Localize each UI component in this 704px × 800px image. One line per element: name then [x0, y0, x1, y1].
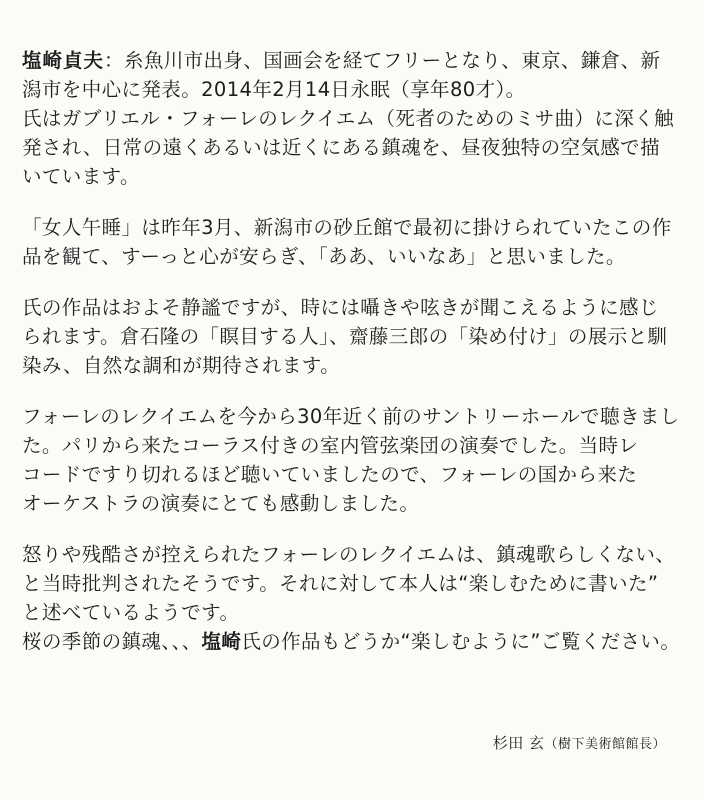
- paragraph-gap: [22, 380, 704, 402]
- para5-line-4: [22, 627, 704, 656]
- bio-line-1: [22, 46, 704, 75]
- para4-line-2: た。パリから来たコーラス付きの室内管弦楽団の演奏でした。当時レ: [22, 434, 639, 457]
- para5-line-3: と述べているようです。: [22, 601, 240, 624]
- signature-role: （樹下美術館館長）: [544, 737, 666, 752]
- para4-line-3: コードですり切れるほど聴いていましたので、フォーレの国から来た: [22, 463, 638, 486]
- para5-line-1: 怒りや残酷さが控えられたフォーレのレクイエムは、鎮魂歌らしくない、: [22, 543, 676, 566]
- para4-line-4: オーケストラの演奏にとても感動しました。: [22, 492, 420, 515]
- para2-line-2: 品を観て、すーっと心が安らぎ、「ああ、いいなあ」と思いました。: [22, 245, 626, 268]
- bio-line-1-text: ：糸魚川市出身、国画会を経てフリーとなり、東京、鎌倉、新: [104, 49, 661, 72]
- bio-line-3: 氏はガブリエル・フォーレのレクイエム（死者のためのミサ曲）に深く触: [22, 107, 675, 130]
- paragraph-gap: [22, 518, 704, 540]
- artist-surname: 塩崎: [201, 630, 242, 653]
- bio-line-5: いています。: [22, 165, 140, 188]
- artist-name: 塩崎貞夫: [22, 49, 105, 72]
- bio-line-2: 潟市を中心に発表。2014年2月14日永眠（享年80才）。: [22, 78, 526, 101]
- paragraph-gap: [22, 191, 704, 213]
- para2-line-1: 「女人午睡」は昨年3月、新潟市の砂丘館で最初に掛けられていたこの作: [22, 216, 672, 239]
- para3-line-3: 染み、自然な調和が期待されます。: [22, 354, 341, 377]
- para3-line-2: られます。倉石隆の「瞑目する人」、齋藤三郎の「染め付け」の展示と馴: [22, 325, 668, 348]
- bio-line-4: 発され、日常の遠くあるいは近くにある鎮魂を、昼夜独特の空気感で描: [22, 136, 660, 159]
- para5-line-2: と当時批判されたそうです。それに対して本人は“楽しむために書いた”: [22, 572, 659, 595]
- paragraph-gap: [22, 271, 704, 293]
- para3-line-1: 氏の作品はおよそ静謐ですが、時には囁きや呟きが聞こえるように感じ: [22, 296, 659, 319]
- para5-line-4-pre: 桜の季節の鎮魂、、、: [22, 630, 202, 653]
- signature-name: 杉田 玄: [492, 734, 545, 752]
- signature: [493, 732, 666, 753]
- para5-line-4-post: 氏の作品もどうか“楽しむように”ご覧ください。: [241, 630, 681, 653]
- para4-line-1: フォーレのレクイエムを今から30年近く前のサントリーホールで聴きまし: [22, 405, 680, 428]
